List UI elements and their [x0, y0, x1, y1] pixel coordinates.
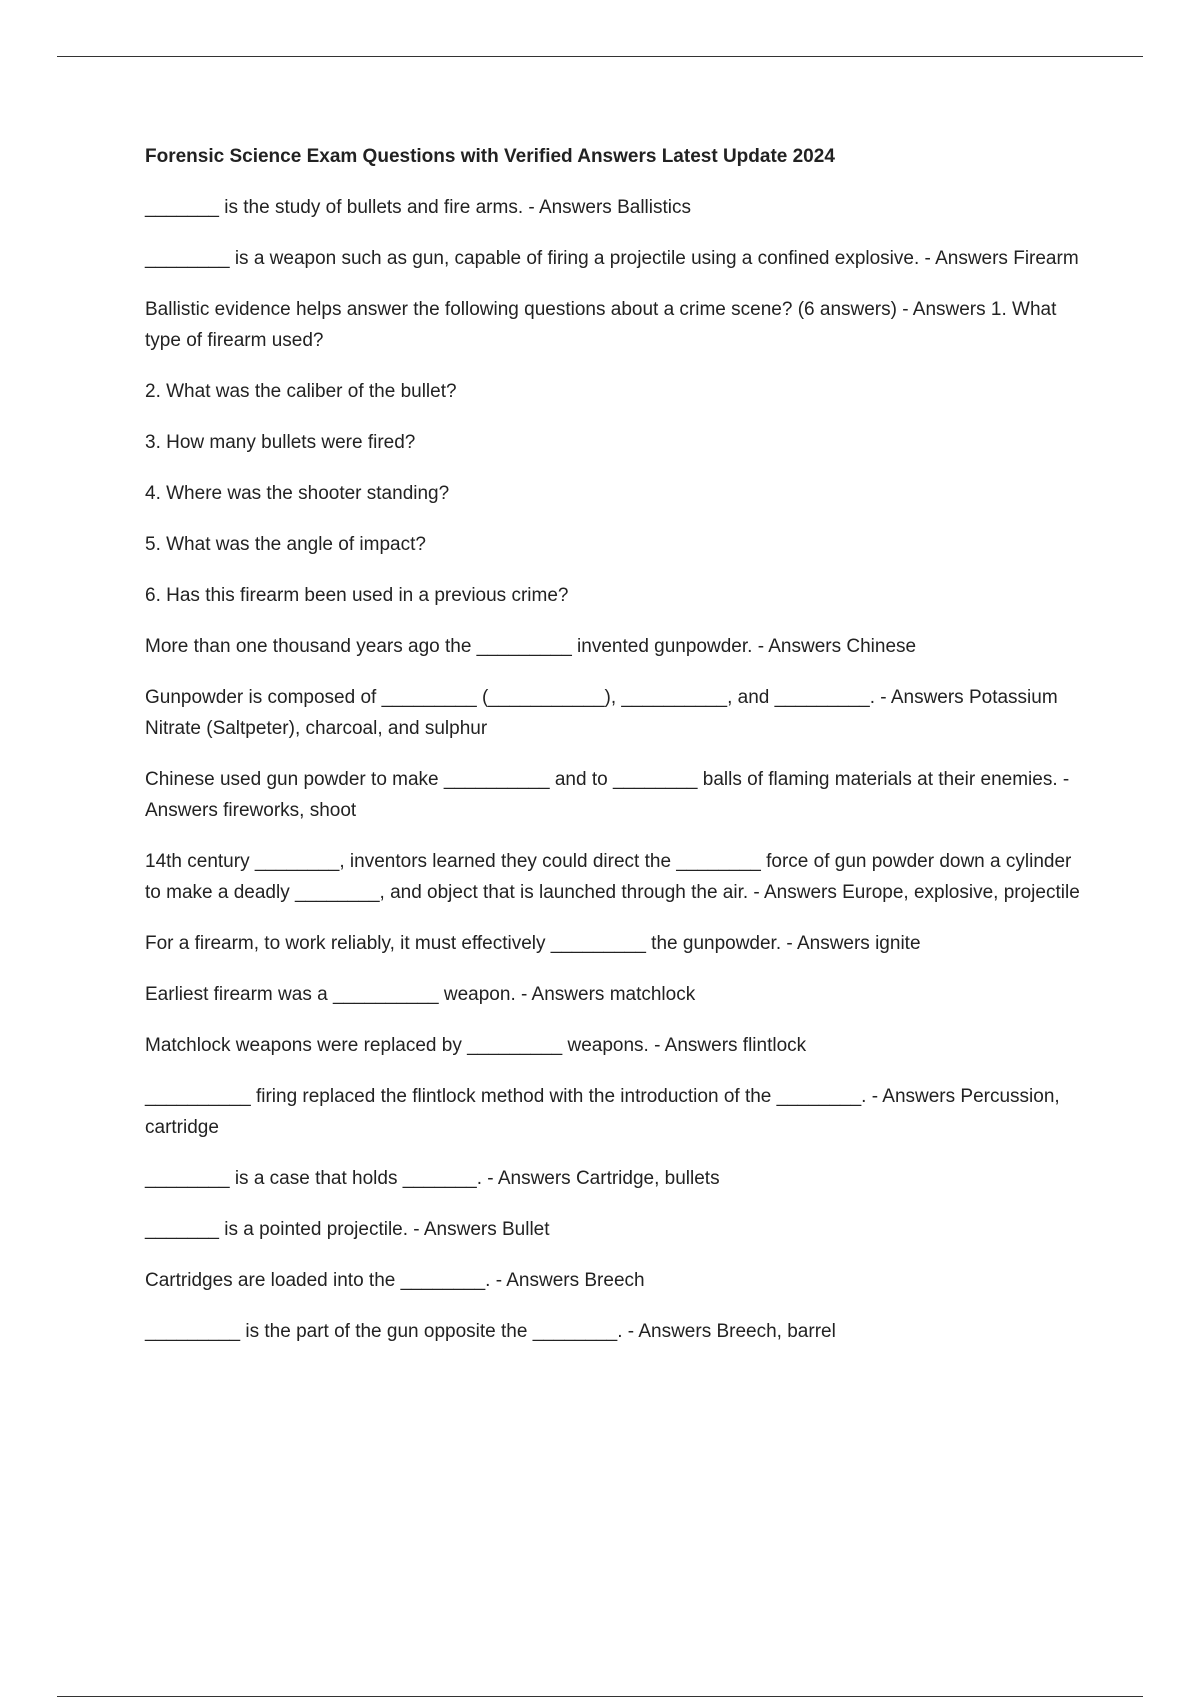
question-chinese-uses: Chinese used gun powder to make __________ and to ________ balls of flaming materials at their enemies. - Answers fireworks, shoot	[145, 769, 1070, 821]
question-percussion: __________ firing replaced the flintlock method with the introduction of the ________. - Answers Percussion, cartridge	[145, 1086, 1060, 1138]
answer-item-3: 3. How many bullets were fired?	[145, 432, 416, 453]
question-breech: Cartridges are loaded into the ________. - Answers Breech	[145, 1270, 645, 1291]
question-ballistics: _______ is the study of bullets and fire arms. - Answers Ballistics	[145, 197, 691, 218]
question-breech-barrel: _________ is the part of the gun opposite the ________. - Answers Breech, barrel	[145, 1321, 836, 1342]
question-14th-century: 14th century ________, inventors learned they could direct the ________ force of gun powder down a cylinder to make a deadly ________, and object that is launched through the air. - Answers Europe, explosive, projectile	[145, 851, 1080, 903]
top-divider	[57, 56, 1143, 57]
answer-item-4: 4. Where was the shooter standing?	[145, 483, 450, 504]
answer-item-2: 2. What was the caliber of the bullet?	[145, 381, 457, 402]
question-matchlock-replaced: Matchlock weapons were replaced by _________ weapons. - Answers flintlock	[145, 1035, 807, 1056]
question-gunpowder-composition: Gunpowder is composed of _________ (___________), __________, and _________. - Answers Potassium Nitrate (Saltpeter), charcoal, and sulphur	[145, 687, 1058, 739]
question-ignite: For a firearm, to work reliably, it must effectively _________ the gunpowder. - Answers ignite	[145, 933, 921, 954]
document-body	[145, 142, 1080, 1367]
question-ballistic-evidence: Ballistic evidence helps answer the following questions about a crime scene? (6 answers) - Answers 1. What type of firearm used?	[145, 299, 1057, 351]
question-firearm: ________ is a weapon such as gun, capable of firing a projectile using a confined explosive. - Answers Firearm	[145, 248, 1079, 269]
bottom-divider	[57, 1696, 1143, 1697]
question-gunpowder-inventors: More than one thousand years ago the _________ invented gunpowder. - Answers Chinese	[145, 636, 917, 657]
document-title: Forensic Science Exam Questions with Verified Answers Latest Update 2024	[145, 146, 835, 167]
question-earliest-firearm: Earliest firearm was a __________ weapon. - Answers matchlock	[145, 984, 696, 1005]
question-bullet: _______ is a pointed projectile. - Answers Bullet	[145, 1219, 550, 1240]
answer-item-6: 6. Has this firearm been used in a previous crime?	[145, 585, 569, 606]
question-cartridge: ________ is a case that holds _______. - Answers Cartridge, bullets	[145, 1168, 720, 1189]
answer-item-5: 5. What was the angle of impact?	[145, 534, 426, 555]
